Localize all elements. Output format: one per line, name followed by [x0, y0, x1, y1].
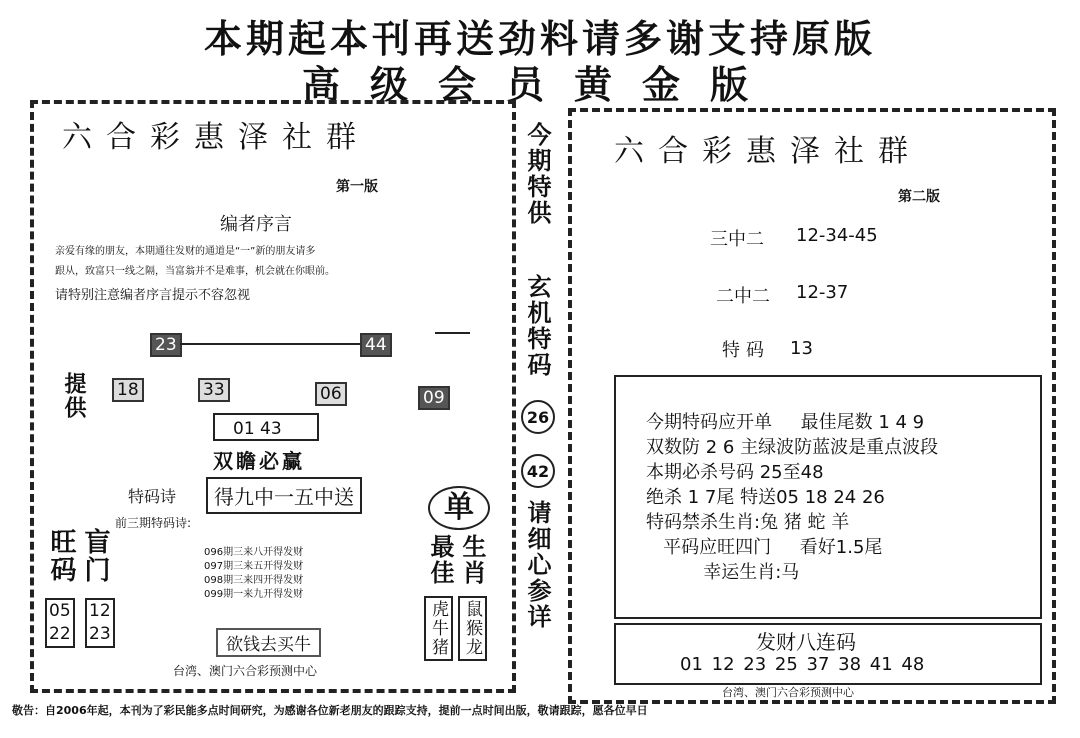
zodiac-a: 虎牛猪: [424, 596, 453, 661]
left-title: 六合彩惠泽社群: [62, 120, 370, 155]
prev-line-1: 096期三来八开得发财: [204, 547, 304, 558]
wang-ma-1: 05: [49, 601, 71, 621]
provide-number-4: 09: [418, 386, 450, 410]
provide-number-3: 06: [315, 382, 347, 406]
mang-men-label: 盲门: [80, 528, 110, 584]
prev-line-3: 098期三来四开得发财: [204, 575, 304, 586]
mang-men-2: 23: [89, 624, 111, 644]
special-value: 13: [790, 338, 813, 359]
divider-short: [435, 332, 470, 334]
double-win: 双瞻必赢: [213, 449, 305, 473]
divider: [180, 343, 360, 345]
provide-number-2: 33: [198, 378, 230, 402]
notice: 请特别注意编者序言提示不容忽视: [55, 288, 251, 303]
prev-list: [204, 546, 303, 602]
prev-label: 前三期特码诗:: [115, 516, 192, 530]
left-edition: 第一版: [336, 179, 378, 195]
two-two-label: 二中二: [716, 286, 770, 307]
pair-box: 01 43: [213, 413, 319, 441]
analysis-line-1: 今期特码应开单 最佳尾数 1 4 9: [646, 412, 925, 433]
zodiac-b: 鼠猴龙: [458, 596, 487, 661]
provide-number-1: 18: [112, 378, 144, 402]
provide-label: 提供: [61, 372, 86, 420]
right-edition: 第二版: [898, 189, 940, 205]
middle-text-2: 玄机特码: [523, 274, 551, 378]
right-title: 六合彩惠泽社群: [614, 134, 922, 169]
zodiac-label: 生肖: [458, 534, 486, 586]
top-number-2: 44: [360, 333, 392, 357]
preface-line-1: 亲爱有缘的朋友，本期通往发财的通道是“一”新的朋友请多: [55, 246, 316, 257]
analysis-line-4: 绝杀 1 7尾 特送05 18 24 26: [646, 487, 885, 508]
mang-men-box: [85, 598, 115, 648]
header-line-2: 高级会员黄金版: [301, 62, 778, 107]
preface-title: 编者序言: [220, 214, 292, 235]
three-two-value: 12-34-45: [796, 225, 878, 246]
analysis-line-6: 平码应旺四门 看好1.5尾: [646, 537, 883, 558]
analysis-lines: [646, 410, 938, 585]
poem-label: 特码诗: [128, 487, 177, 506]
analysis-line-2: 双数防 2 6 主绿波防蓝波是重点波段: [646, 437, 939, 458]
poem: 得九中一五中送: [206, 477, 362, 514]
header-line-1: 本期起本刊再送劲料请多谢支持原版: [203, 16, 876, 61]
middle-text-3: 请细心参详: [523, 500, 551, 630]
wang-ma-label: 旺码: [46, 528, 76, 584]
top-number-1: 23: [150, 333, 182, 357]
analysis-line-7: 幸运生肖:马: [646, 562, 800, 583]
analysis-line-5: 特码禁杀生肖:兔 猪 蛇 羊: [646, 512, 850, 533]
three-two-label: 三中二: [710, 229, 764, 250]
lucky-title: 发财八连码: [756, 630, 856, 654]
special-label: 特码: [722, 340, 770, 361]
circle-number-1: 26: [521, 400, 555, 434]
analysis-line-3: 本期必杀号码 25至48: [646, 462, 824, 483]
two-two-value: 12-37: [796, 282, 849, 303]
wang-ma-box: [45, 598, 75, 648]
mang-men-1: 12: [89, 601, 111, 621]
bottom-notice: 敬告：自2006年起，本刊为了彩民能多点时间研究，为感谢各位新老朋友的跟踪支持，提前一点时间出版，敬请跟踪，愿各位早日: [12, 704, 648, 717]
single-badge: 单: [428, 486, 490, 530]
lucky-numbers: 01 12 23 25 37 38 41 48: [680, 654, 925, 675]
middle-text-1: 今期特供: [523, 122, 551, 226]
prev-line-2: 097期三来五开得发财: [204, 561, 304, 572]
best-label: 最佳: [426, 534, 454, 586]
circle-number-2: 42: [521, 454, 555, 488]
wang-ma-2: 22: [49, 624, 71, 644]
right-footer: 台湾、澳门六合彩预测中心: [722, 686, 854, 699]
prev-line-4: 099期一来九开得发财: [204, 589, 304, 600]
left-footer: 台湾、澳门六合彩预测中心: [173, 664, 318, 678]
preface-line-2: 跟从，致富只一线之隔，当富翁并不是难事，机会就在你眼前。: [55, 266, 335, 277]
slogan: 欲钱去买牛: [216, 628, 321, 657]
